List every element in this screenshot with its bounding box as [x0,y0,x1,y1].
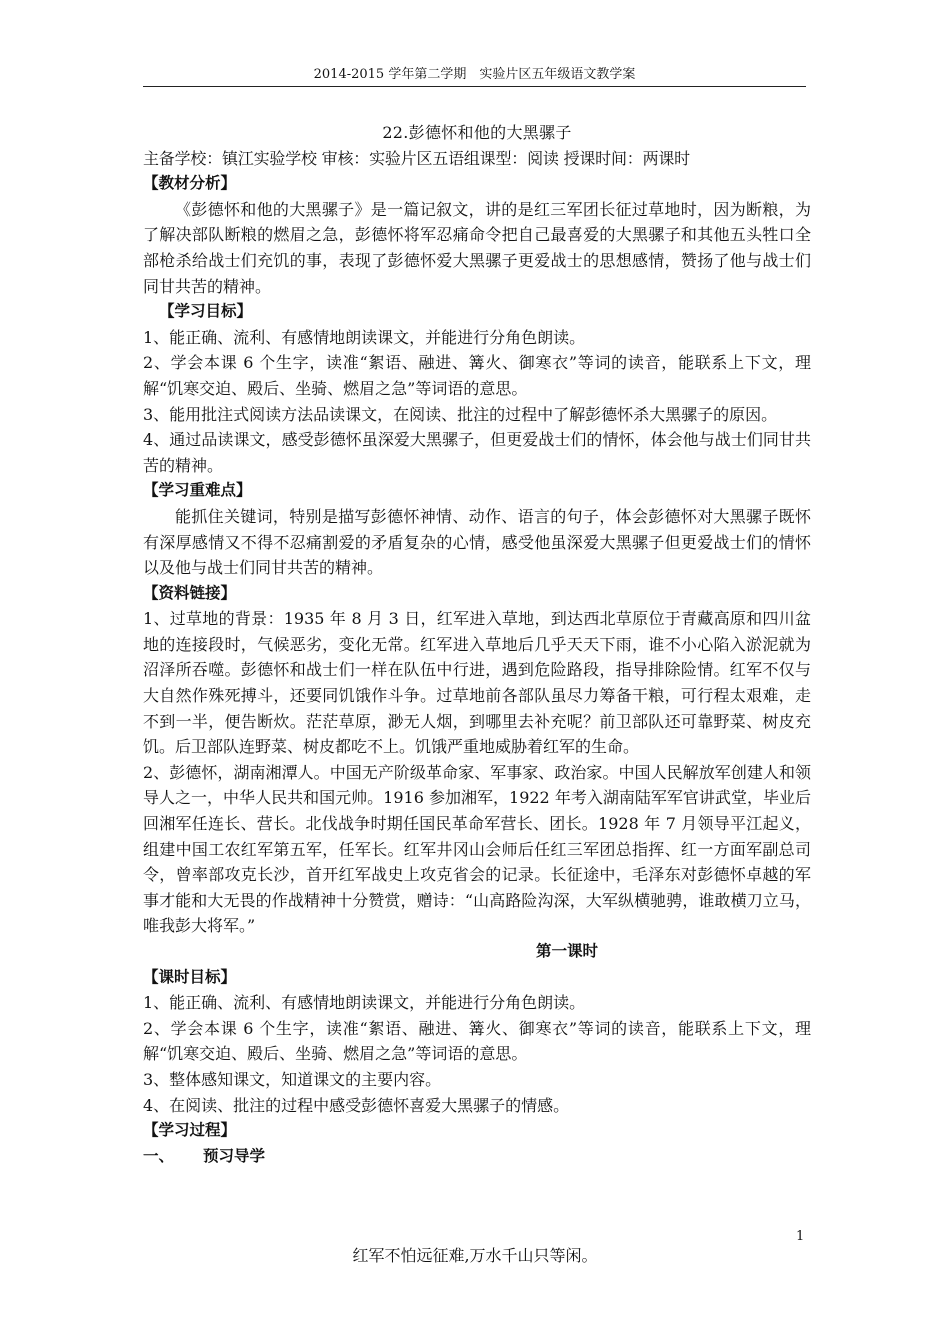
process-heading: 【学习过程】 [143,1121,237,1140]
lesson-meta: 主备学校：镇江实验学校 审核：实验片区五语组课型：阅读 授课时间：两课时 [143,148,690,168]
goal-item: 1、能正确、流利、有感情地朗读课文，并能进行分角色朗读。 [143,327,586,347]
links-heading: 【资料链接】 [143,583,237,602]
lesson-goals-heading: 【课时目标】 [143,967,237,986]
goal-item: 3、能用批注式阅读方法品读课文，在阅读、批注的过程中了解彭德怀杀大黑骡子的原因。 [143,404,778,424]
lesson-goal-item: 1、能正确、流利、有感情地朗读课文，并能进行分角色朗读。 [143,993,586,1013]
process-step [143,1144,811,1170]
document-body [143,120,811,1169]
key-points-text: 能抓住关键词，特别是描写彭德怀神情、动作、语言的句子，体会彭德怀对大黑骡子既怀有深厚感情又不得不忍痛割爱的矛盾复杂的心情，感受他虽深爱大黑骡子但更爱战士们的情怀以及他与战士们同甘共苦的精神。 [143,506,811,578]
link-item: 1、过草地的背景：1935 年 8 月 3 日，红军进入草地，到达西北草原位于青藏高原和四川盆地的连接段时，气候恶劣，变化无常。红军进入草地后几乎天天下雨，谁不小心陷入淤泥就为沼泽所吞噬。彭德怀和战士们一样在队伍中行进，遇到危险路段，指导排除险情。红军不仅与大自然作殊死搏斗，还要同饥饿作斗争。过草地前各部队虽尽力筹备干粮，可行程太艰难，走不到一半，便告断炊。茫茫草原，渺无人烟，到哪里去补充呢？前卫部队还可靠野菜、树皮充饥。后卫部队连野菜、树皮都吃不上。饥饿严重地威胁着红军的生命。 [143,609,811,757]
goal-item: 4、通过品读课文，感受彭德怀虽深爱大黑骡子，但更爱战士们的情怀，体会他与战士们同甘共苦的精神。 [143,430,811,475]
goal-item: 2、学会本课 6 个生字，读准“絮语、融进、篝火、御寒衣”等词的读音，能联系上下文，理解“饥寒交迫、殿后、坐骑、燃眉之急”等词语的意思。 [143,353,811,398]
process-step-label: 预习导学 [203,1146,266,1165]
footer-motto: 红军不怕远征难,万水千山只等闲。 [352,1246,598,1265]
goals-heading: 【学习目标】 [159,302,253,321]
process-step-number: 一、 [143,1146,175,1165]
page-number: 1 [796,1229,805,1244]
page-header: 2014-2015 学年第二学期 实验片区五年级语文教学案 [313,67,636,82]
first-lesson-title: 第一课时 [535,942,598,960]
lesson-goal-item: 4、在阅读、批注的过程中感受彭德怀喜爱大黑骡子的情感。 [143,1095,570,1115]
analysis-text: 《彭德怀和他的大黑骡子》是一篇记叙文，讲的是红三军团长征过草地时，因为断粮，为了解决部队断粮的燃眉之急，彭德怀将军忍痛命令把自己最喜爱的大黑骡子和其他五头牲口全部枪杀给战士们充饥的事，表现了彭德怀爱大黑骡子更爱战士的思想感情，赞扬了他与战士们同甘共苦的精神。 [143,199,811,296]
header-divider [143,86,806,87]
lesson-title: 22.彭德怀和他的大黑骡子 [382,123,572,142]
key-points-heading: 【学习重难点】 [143,481,252,500]
lesson-goal-item: 3、整体感知课文，知道课文的主要内容。 [143,1069,442,1089]
lesson-goal-item: 2、学会本课 6 个生字，读准“絮语、融进、篝火、御寒衣”等词的读音，能联系上下文，理解“饥寒交迫、殿后、坐骑、燃眉之急”等词语的意思。 [143,1018,811,1064]
link-item: 2、彭德怀，湖南湘潭人。中国无产阶级革命家、军事家、政治家。中国人民解放军创建人和领导人之一，中华人民共和国元帅。1916 参加湘军，1922 年考入湖南陆军军官讲武堂，毕业后回湘军任连长、营长。北伐战争时期任国民革命军营长、团长。1928 年 7 月领导平江起义，组建中国工农红军第五军，任军长。红军井冈山会师后任红三军团总指挥、红一方面军副总司令，曾率部攻克长沙，首开红军战史上攻克省会的记录。长征途中，毛泽东对彭德怀卓越的军事才能和大无畏的作战精神十分赞赏，赠诗：“山高路险沟深，大军纵横驰骋，谁敢横刀立马，唯我彭大将军。” [143,762,811,936]
analysis-heading: 【教材分析】 [143,174,237,193]
